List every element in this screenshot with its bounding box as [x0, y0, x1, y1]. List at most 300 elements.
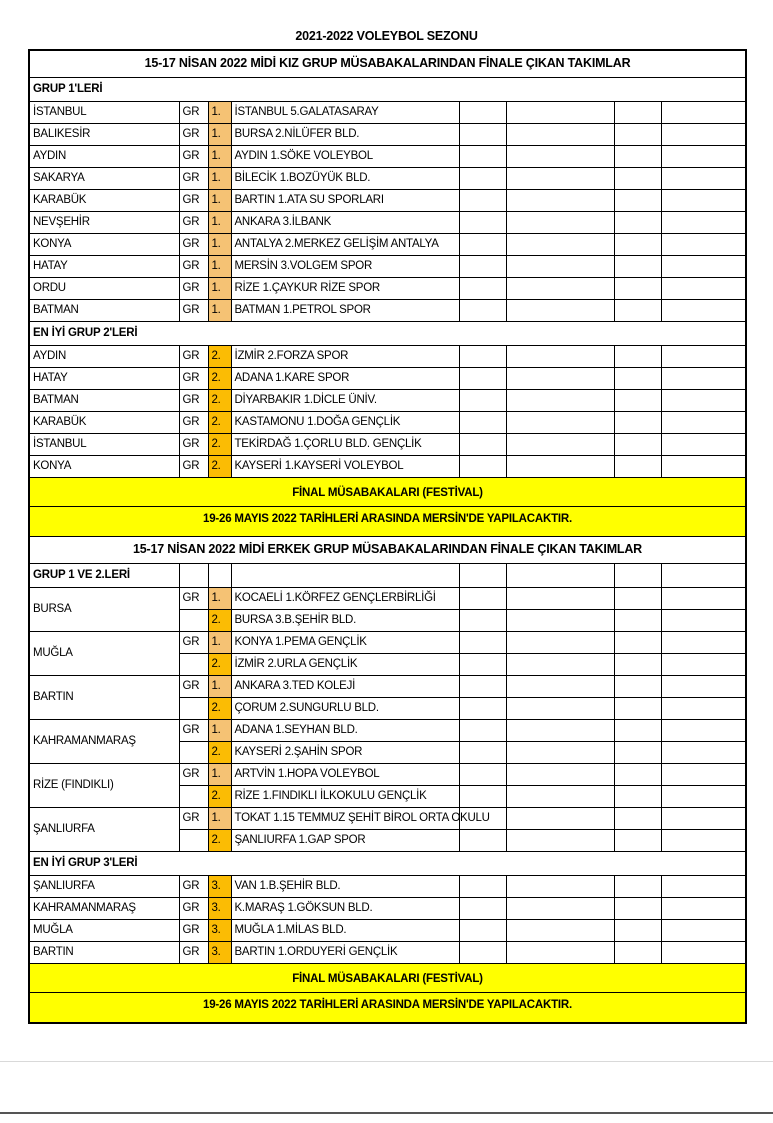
team-name: BURSA 2.NİLÜFER BLD.	[234, 128, 360, 141]
empty-cell	[459, 168, 506, 190]
empty-cell	[459, 278, 506, 300]
empty-cell	[614, 102, 661, 124]
province-cell: HATAY	[29, 368, 179, 390]
province-cell: ORDU	[29, 278, 179, 300]
province-cell: KONYA	[29, 456, 179, 478]
team-name: RİZE 1.ÇAYKUR RİZE SPOR	[234, 282, 380, 295]
gr-cell: GR	[179, 256, 208, 278]
empty-cell	[661, 168, 746, 190]
province-cell: BARTIN	[29, 676, 179, 720]
empty-cell	[661, 654, 746, 676]
province-cell: SAKARYA	[29, 168, 179, 190]
empty-cell	[506, 786, 614, 808]
empty-cell	[506, 212, 614, 234]
empty-cell	[506, 876, 614, 898]
empty-cell	[506, 368, 614, 390]
rank-badge: 1.	[208, 676, 231, 698]
province-cell: HATAY	[29, 256, 179, 278]
province-cell: KAHRAMANMARAŞ	[29, 720, 179, 764]
team-name: ADANA 1.KARE SPOR	[234, 372, 350, 385]
team-name: MUĞLA 1.MİLAS BLD.	[234, 924, 347, 937]
table-row	[29, 676, 746, 698]
empty-cell	[661, 234, 746, 256]
empty-cell	[661, 212, 746, 234]
table-row	[29, 256, 746, 278]
rank-badge: 2.	[208, 456, 231, 478]
province-cell: BATMAN	[29, 300, 179, 322]
team-name: İZMİR 2.URLA GENÇLİK	[234, 658, 358, 671]
empty-cell	[614, 698, 661, 720]
rank-badge: 2.	[208, 830, 231, 852]
boys-final-banner-line1-text: FİNAL MÜSABAKALARI (FESTİVAL)	[29, 964, 746, 993]
table-row	[29, 346, 746, 368]
empty-cell	[661, 876, 746, 898]
empty-cell	[506, 456, 614, 478]
boys-final-banner-line2	[29, 993, 746, 1024]
empty-cell	[506, 146, 614, 168]
empty-cell	[614, 588, 661, 610]
team-name: KOCAELİ 1.KÖRFEZ GENÇLERBİRLİĞİ	[234, 592, 436, 605]
rank-badge: 1.	[208, 256, 231, 278]
team-name: KASTAMONU 1.DOĞA GENÇLİK	[234, 416, 401, 429]
girls-group2-header	[29, 322, 746, 346]
empty-cell	[661, 588, 746, 610]
gr-cell	[179, 830, 208, 852]
empty-cell	[661, 676, 746, 698]
team-cell	[231, 720, 459, 742]
team-cell	[231, 102, 459, 124]
table-row	[29, 588, 746, 610]
gr-cell	[179, 610, 208, 632]
empty-cell	[661, 278, 746, 300]
empty-cell	[459, 830, 506, 852]
province-cell: BARTIN	[29, 942, 179, 964]
gr-cell	[179, 698, 208, 720]
gr-cell: GR	[179, 720, 208, 742]
rank-badge: 1.	[208, 720, 231, 742]
empty-cell	[661, 456, 746, 478]
empty-cell	[661, 434, 746, 456]
empty-cell	[661, 920, 746, 942]
empty-cell	[506, 654, 614, 676]
province-cell: ŞANLIURFA	[29, 808, 179, 852]
empty-cell	[506, 234, 614, 256]
empty-cell	[614, 346, 661, 368]
boys-title-row-text: 15-17 NİSAN 2022 MİDİ ERKEK GRUP MÜSABAKALARINDAN FİNALE ÇIKAN TAKIMLAR	[29, 537, 746, 564]
empty-cell	[661, 390, 746, 412]
team-cell	[231, 942, 459, 964]
empty-cell	[459, 610, 506, 632]
gr-cell: GR	[179, 300, 208, 322]
rank-badge: 1.	[208, 168, 231, 190]
girls-final-banner-line1	[29, 478, 746, 507]
empty-cell	[661, 190, 746, 212]
team-cell	[231, 124, 459, 146]
empty-cell	[506, 412, 614, 434]
empty-cell	[506, 278, 614, 300]
empty-cell	[506, 698, 614, 720]
team-cell	[231, 920, 459, 942]
rank-badge: 1.	[208, 764, 231, 786]
empty-cell	[614, 390, 661, 412]
gr-cell: GR	[179, 168, 208, 190]
empty-cell	[661, 412, 746, 434]
boys-group12-header	[29, 564, 746, 588]
empty-cell	[614, 676, 661, 698]
empty-cell	[506, 632, 614, 654]
empty-cell	[661, 368, 746, 390]
team-name: BATMAN 1.PETROL SPOR	[234, 304, 371, 317]
empty-cell	[179, 564, 208, 588]
empty-cell	[614, 876, 661, 898]
empty-cell	[208, 564, 231, 588]
empty-cell	[459, 632, 506, 654]
boys-title-row	[29, 537, 746, 564]
empty-cell	[506, 764, 614, 786]
team-cell	[231, 654, 459, 676]
table-row	[29, 190, 746, 212]
empty-cell	[506, 434, 614, 456]
empty-cell	[614, 764, 661, 786]
empty-cell	[459, 764, 506, 786]
team-name: İZMİR 2.FORZA SPOR	[234, 350, 349, 363]
empty-cell	[614, 610, 661, 632]
gr-cell: GR	[179, 942, 208, 964]
team-cell	[231, 610, 459, 632]
team-name: KAYSERİ 1.KAYSERİ VOLEYBOL	[234, 460, 404, 473]
table-row	[29, 942, 746, 964]
team-name: KAYSERİ 2.ŞAHİN SPOR	[234, 746, 363, 759]
boys-group12-header-text: GRUP 1 VE 2.LERİ	[29, 564, 179, 588]
empty-cell	[661, 942, 746, 964]
empty-cell	[506, 256, 614, 278]
empty-cell	[661, 146, 746, 168]
gr-cell: GR	[179, 588, 208, 610]
rank-badge: 1.	[208, 588, 231, 610]
rank-badge: 2.	[208, 610, 231, 632]
team-cell	[231, 212, 459, 234]
empty-cell	[459, 190, 506, 212]
empty-cell	[614, 434, 661, 456]
boys-group3-header-text: EN İYİ GRUP 3'LERİ	[29, 852, 746, 876]
empty-cell	[506, 808, 614, 830]
footer-faint-rule	[0, 1061, 773, 1062]
team-cell	[231, 256, 459, 278]
team-cell	[231, 698, 459, 720]
gr-cell: GR	[179, 808, 208, 830]
empty-cell	[661, 742, 746, 764]
rank-badge: 2.	[208, 346, 231, 368]
empty-cell	[506, 830, 614, 852]
empty-cell	[459, 564, 506, 588]
empty-cell	[614, 234, 661, 256]
empty-cell	[661, 632, 746, 654]
province-cell: AYDIN	[29, 146, 179, 168]
table-row	[29, 124, 746, 146]
empty-cell	[661, 720, 746, 742]
table-row	[29, 412, 746, 434]
gr-cell: GR	[179, 102, 208, 124]
gr-cell: GR	[179, 146, 208, 168]
team-cell	[231, 808, 490, 830]
gr-cell: GR	[179, 676, 208, 698]
gr-cell: GR	[179, 190, 208, 212]
table-row	[29, 720, 746, 742]
gr-cell: GR	[179, 876, 208, 898]
table-row	[29, 368, 746, 390]
empty-cell	[661, 830, 746, 852]
empty-cell	[459, 124, 506, 146]
province-cell: BATMAN	[29, 390, 179, 412]
team-name: ANKARA 3.TED KOLEJİ	[234, 680, 356, 693]
team-name: BURSA 3.B.ŞEHİR BLD.	[234, 614, 357, 627]
team-cell	[231, 898, 459, 920]
rank-badge: 2.	[208, 654, 231, 676]
table-row	[29, 632, 746, 654]
empty-cell	[506, 102, 614, 124]
team-name: ARTVİN 1.HOPA VOLEYBOL	[234, 768, 380, 781]
empty-cell	[506, 676, 614, 698]
table-row	[29, 168, 746, 190]
empty-cell	[614, 564, 661, 588]
empty-cell	[459, 876, 506, 898]
gr-cell: GR	[179, 898, 208, 920]
table-row	[29, 808, 746, 830]
team-cell	[231, 190, 459, 212]
team-cell	[231, 390, 459, 412]
empty-cell	[614, 146, 661, 168]
province-cell: BURSA	[29, 588, 179, 632]
gr-cell: GR	[179, 920, 208, 942]
province-cell: ŞANLIURFA	[29, 876, 179, 898]
empty-cell	[459, 212, 506, 234]
team-cell	[231, 278, 459, 300]
team-cell	[231, 368, 459, 390]
empty-cell	[459, 234, 506, 256]
table-row	[29, 434, 746, 456]
rank-badge: 3.	[208, 898, 231, 920]
team-cell	[231, 876, 459, 898]
empty-cell	[661, 256, 746, 278]
empty-cell	[459, 412, 506, 434]
empty-cell	[614, 898, 661, 920]
team-name: RİZE 1.FINDIKLI İLKOKULU GENÇLİK	[234, 790, 427, 803]
boys-group3-header	[29, 852, 746, 876]
empty-cell	[459, 720, 506, 742]
table-row	[29, 764, 746, 786]
province-cell: KAHRAMANMARAŞ	[29, 898, 179, 920]
girls-final-banner-line2-text: 19-26 MAYIS 2022 TARİHLERİ ARASINDA MERSİN'DE YAPILACAKTIR.	[29, 507, 746, 537]
table-row	[29, 102, 746, 124]
empty-cell	[459, 102, 506, 124]
province-cell: KARABÜK	[29, 412, 179, 434]
team-name: AYDIN 1.SÖKE VOLEYBOL	[234, 150, 373, 163]
empty-cell	[661, 102, 746, 124]
rank-badge: 2.	[208, 434, 231, 456]
team-cell	[231, 764, 459, 786]
empty-cell	[506, 742, 614, 764]
empty-cell	[506, 124, 614, 146]
team-cell	[231, 300, 459, 322]
girls-final-banner-line2	[29, 507, 746, 537]
team-name: VAN 1.B.ŞEHİR BLD.	[234, 880, 341, 893]
empty-cell	[459, 898, 506, 920]
province-cell: İSTANBUL	[29, 434, 179, 456]
rank-badge: 3.	[208, 920, 231, 942]
team-name: TEKİRDAĞ 1.ÇORLU BLD. GENÇLİK	[234, 438, 422, 451]
gr-cell: GR	[179, 390, 208, 412]
empty-cell	[459, 346, 506, 368]
gr-cell	[179, 786, 208, 808]
team-name: DİYARBAKIR 1.DİCLE ÜNİV.	[234, 394, 377, 407]
province-cell: MUĞLA	[29, 920, 179, 942]
province-cell: BALIKESİR	[29, 124, 179, 146]
boys-final-banner-line2-text: 19-26 MAYIS 2022 TARİHLERİ ARASINDA MERSİN'DE YAPILACAKTIR.	[29, 993, 746, 1024]
empty-cell	[661, 610, 746, 632]
team-name: K.MARAŞ 1.GÖKSUN BLD.	[234, 902, 373, 915]
team-name: İSTANBUL 5.GALATASARAY	[234, 106, 379, 119]
province-cell: AYDIN	[29, 346, 179, 368]
gr-cell: GR	[179, 632, 208, 654]
gr-cell: GR	[179, 346, 208, 368]
empty-cell	[459, 742, 506, 764]
team-cell	[231, 168, 459, 190]
team-cell	[231, 234, 459, 256]
empty-cell	[231, 564, 459, 588]
girls-group2-header-text: EN İYİ GRUP 2'LERİ	[29, 322, 746, 346]
rank-badge: 3.	[208, 942, 231, 964]
team-name: BARTIN 1.ORDUYERİ GENÇLİK	[234, 946, 398, 959]
empty-cell	[506, 564, 614, 588]
rank-badge: 1.	[208, 808, 231, 830]
team-name: MERSİN 3.VOLGEM SPOR	[234, 260, 373, 273]
empty-cell	[459, 786, 506, 808]
table-row	[29, 300, 746, 322]
team-cell	[231, 676, 459, 698]
empty-cell	[614, 212, 661, 234]
rank-badge: 1.	[208, 234, 231, 256]
rank-badge: 2.	[208, 698, 231, 720]
girls-group1-header-text: GRUP 1'LERİ	[29, 78, 746, 102]
gr-cell: GR	[179, 368, 208, 390]
team-cell	[231, 346, 459, 368]
gr-cell: GR	[179, 124, 208, 146]
empty-cell	[506, 346, 614, 368]
girls-title-row-text: 15-17 NİSAN 2022 MİDİ KIZ GRUP MÜSABAKALARINDAN FİNALE ÇIKAN TAKIMLAR	[29, 50, 746, 78]
empty-cell	[614, 786, 661, 808]
team-name: ANTALYA 2.MERKEZ GELİŞİM ANTALYA	[234, 238, 439, 251]
empty-cell	[459, 698, 506, 720]
empty-cell	[614, 632, 661, 654]
empty-cell	[614, 742, 661, 764]
empty-cell	[506, 390, 614, 412]
rank-badge: 1.	[208, 300, 231, 322]
rank-badge: 2.	[208, 412, 231, 434]
empty-cell	[614, 368, 661, 390]
empty-cell	[459, 300, 506, 322]
empty-cell	[661, 564, 746, 588]
empty-cell	[459, 588, 506, 610]
gr-cell: GR	[179, 212, 208, 234]
team-cell	[231, 742, 459, 764]
gr-cell: GR	[179, 278, 208, 300]
empty-cell	[506, 168, 614, 190]
gr-cell: GR	[179, 764, 208, 786]
empty-cell	[506, 898, 614, 920]
empty-cell	[614, 124, 661, 146]
page-title: 2021-2022 VOLEYBOL SEZONU	[295, 29, 478, 43]
empty-cell	[459, 920, 506, 942]
boys-final-banner-line1	[29, 964, 746, 993]
province-cell: RİZE (FINDIKLI)	[29, 764, 179, 808]
empty-cell	[614, 830, 661, 852]
rank-badge: 2.	[208, 390, 231, 412]
table-row	[29, 876, 746, 898]
girls-group1-header	[29, 78, 746, 102]
rank-badge: 1.	[208, 146, 231, 168]
empty-cell	[506, 190, 614, 212]
empty-cell	[506, 610, 614, 632]
empty-cell	[661, 300, 746, 322]
empty-cell	[614, 300, 661, 322]
team-name: ADANA 1.SEYHAN BLD.	[234, 724, 358, 737]
province-cell: KONYA	[29, 234, 179, 256]
rank-badge: 1.	[208, 124, 231, 146]
empty-cell	[459, 390, 506, 412]
gr-cell: GR	[179, 434, 208, 456]
empty-cell	[661, 808, 746, 830]
table-row	[29, 146, 746, 168]
empty-cell	[506, 720, 614, 742]
team-cell	[231, 588, 459, 610]
empty-cell	[614, 654, 661, 676]
team-cell	[231, 830, 459, 852]
empty-cell	[661, 124, 746, 146]
rank-badge: 2.	[208, 742, 231, 764]
table-row	[29, 456, 746, 478]
girls-title-row	[29, 50, 746, 78]
empty-cell	[459, 368, 506, 390]
team-cell	[231, 456, 459, 478]
gr-cell	[179, 742, 208, 764]
empty-cell	[459, 146, 506, 168]
empty-cell	[614, 168, 661, 190]
rank-badge: 1.	[208, 190, 231, 212]
province-cell: İSTANBUL	[29, 102, 179, 124]
table-row	[29, 278, 746, 300]
empty-cell	[614, 808, 661, 830]
province-cell: NEVŞEHİR	[29, 212, 179, 234]
empty-cell	[459, 942, 506, 964]
empty-cell	[661, 786, 746, 808]
rank-badge: 1.	[208, 278, 231, 300]
empty-cell	[506, 300, 614, 322]
empty-cell	[459, 434, 506, 456]
empty-cell	[614, 920, 661, 942]
rank-badge: 1.	[208, 632, 231, 654]
team-cell	[231, 632, 459, 654]
table-row	[29, 390, 746, 412]
empty-cell	[459, 256, 506, 278]
province-cell: KARABÜK	[29, 190, 179, 212]
rank-badge: 2.	[208, 786, 231, 808]
table-row	[29, 920, 746, 942]
empty-cell	[661, 698, 746, 720]
empty-cell	[506, 942, 614, 964]
empty-cell	[661, 346, 746, 368]
empty-cell	[614, 456, 661, 478]
empty-cell	[614, 412, 661, 434]
